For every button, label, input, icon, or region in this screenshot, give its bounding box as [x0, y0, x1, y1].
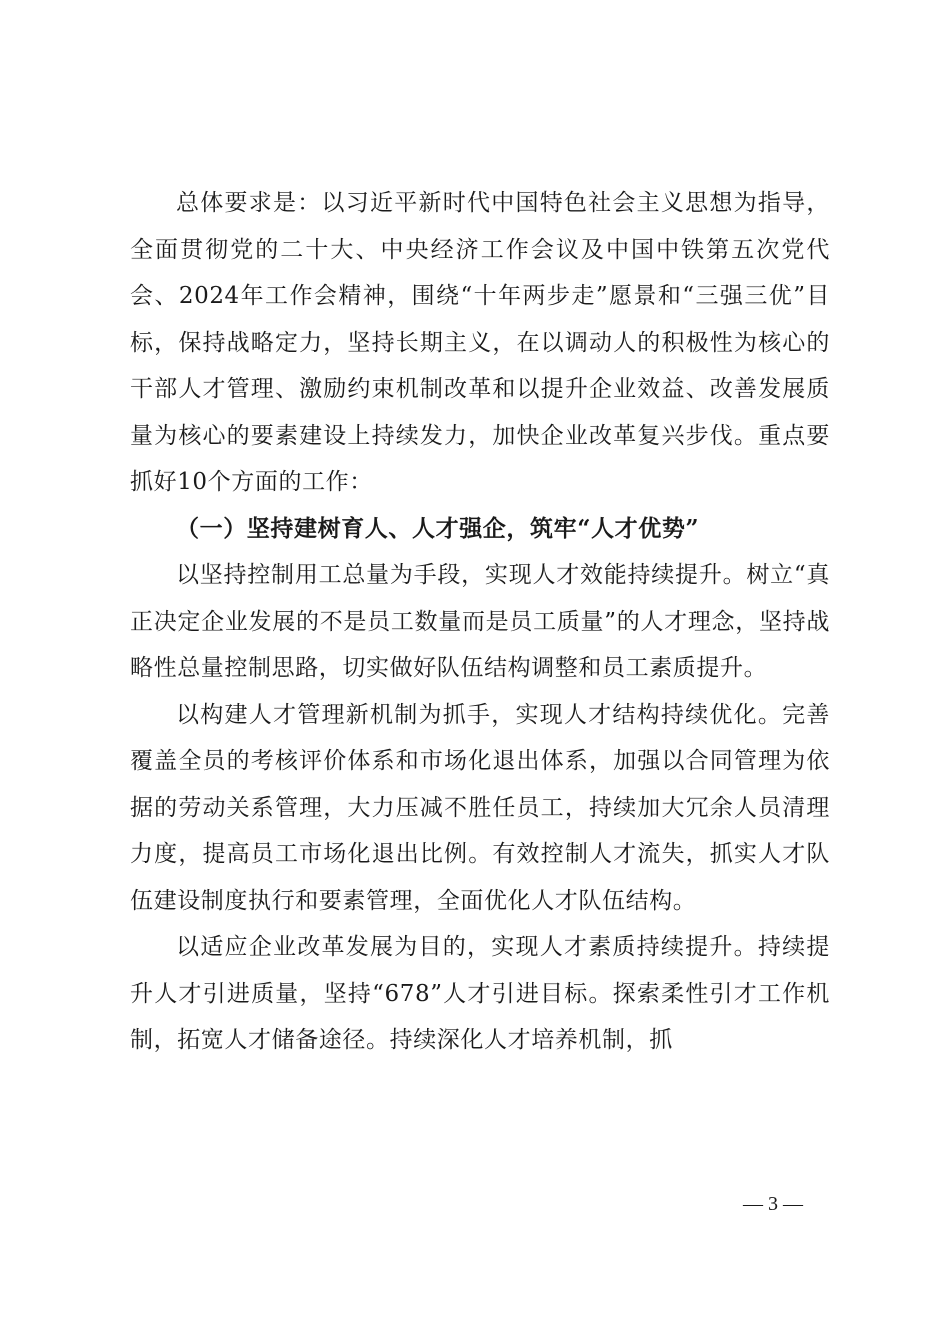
page-number: — 3 —: [743, 1193, 803, 1215]
paragraph-talent-structure: 以构建人才管理新机制为抓手，实现人才结构持续优化。完善覆盖全员的考核评价体系和市场化退出体系，加强以合同管理为依据的劳动关系管理，大力压减不胜任员工，持续加大冗余人员清理力度，提高员工市场化退出比例。有效控制人才流失，抓实人才队伍建设制度执行和要素管理，全面优化人才队伍结构。: [130, 701, 830, 914]
section-heading-1: （一）坚持建树育人、人才强企，筑牢“人才优势”: [176, 514, 700, 542]
paragraph-talent-efficiency: 以坚持控制用工总量为手段，实现人才效能持续提升。树立“真正决定企业发展的不是员工数量而是员工质量”的人才理念，坚持战略性总量控制思路，切实做好队伍结构调整和员工素质提升。: [130, 562, 830, 681]
paragraph-general-requirements: 总体要求是：以习近平新时代中国特色社会主义思想为指导，全面贯彻党的二十大、中央经济工作会议及中国中铁第五次党代会、2024年工作会精神，围绕“十年两步走”愿景和“三强三优”目标，保持战略定力，坚持长期主义，在以调动人的积极性为核心的干部人才管理、激励约束机制改革和以提升企业效益、改善发展质量为核心的要素建设上持续发力，加快企业改革复兴步伐。重点要抓好10个方面的工作：: [130, 190, 830, 495]
paragraph-talent-quality: 以适应企业改革发展为目的，实现人才素质持续提升。持续提升人才引进质量，坚持“678”人才引进目标。探索柔性引才工作机制，拓宽人才储备途径。持续深化人才培养机制，抓: [130, 934, 830, 1053]
document-body: [130, 180, 830, 1064]
